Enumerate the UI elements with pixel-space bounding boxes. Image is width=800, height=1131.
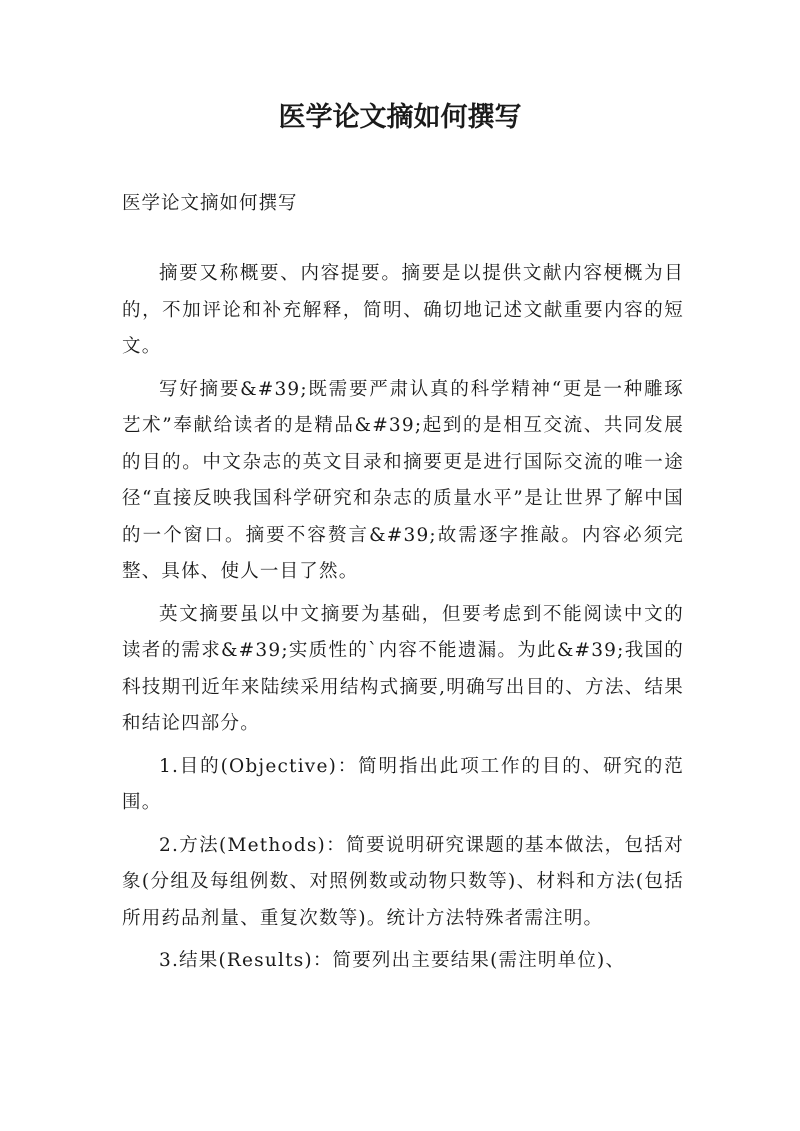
paragraph-structure: 英文摘要虽以中文摘要为基础，但要考虑到不能阅读中文的读者的需求&#39;实质性的`内容不能遗漏。为此&#39;我国的科技期刊近年来陆续采用结构式摘要,明确写出目的、方法、结果和结论四部分。	[122, 603, 684, 734]
paragraph-definition: 摘要又称概要、内容提要。摘要是以提供文献内容梗概为目的，不加评论和补充解释，简明、确切地记述文献重要内容的短文。	[122, 263, 684, 357]
paragraph-importance: 写好摘要&#39;既需要严肃认真的科学精神“更是一种雕琢艺术”奉献给读者的是精品&#39;起到的是相互交流、共同发展的目的。中文杂志的英文目录和摘要更是进行国际交流的唯一途径“直接反映我国科学研究和杂志的质量水平”是让世界了解中国的一个窗口。摘要不容赘言&#39;故需逐字推敲。内容必须完整、具体、使人一目了然。	[122, 378, 684, 582]
paragraph-objective: 1.目的(Objective)：简明指出此项工作的目的、研究的范围。	[122, 755, 684, 813]
document-title: 医学论文摘如何撰写	[278, 102, 522, 133]
document-body	[122, 256, 684, 980]
paragraph-results: 3.结果(Results)：简要列出主要结果(需注明单位)、	[159, 950, 626, 971]
document-subtitle: 医学论文摘如何撰写	[122, 193, 298, 214]
paragraph-methods: 2.方法(Methods)：简要说明研究课题的基本做法，包括对象(分组及每组例数、对照例数或动物只数等)、材料和方法(包括所用药品剂量、重复次数等)。统计方法特殊者需注明。	[122, 834, 684, 929]
